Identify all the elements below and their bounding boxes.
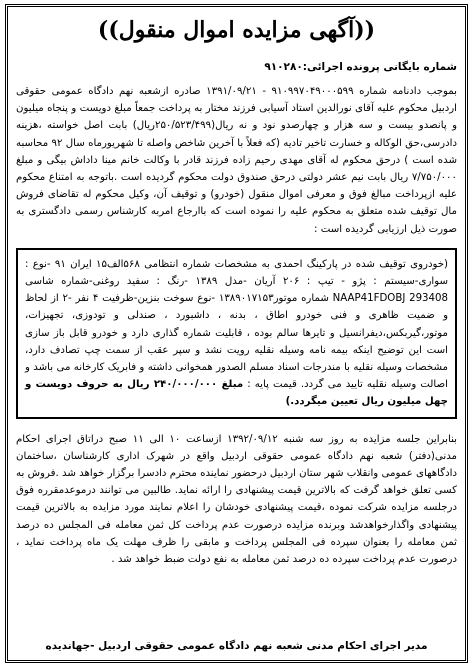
signature-line: مدیر اجرای احکام مدنی شعبه نهم دادگاه عمومی حقوقی اردبیل -جهاندیده <box>45 640 428 652</box>
case-number: شماره بایگانی پرونده اجرائی:۹۱۰۲۸۰ <box>264 61 457 73</box>
notice-title: ((آگهی مزایده اموال منقول)) <box>97 17 376 43</box>
base-price: مبلغ ۲۴۰/۰۰۰/۰۰۰ ریال به حروف دویست و چهل میلیون ریال تعیین میگردد.) <box>25 379 448 408</box>
paragraph-judgment: بموجب دادنامه شماره ۹۱۰۹۹۷۰۴۹۰۰۰۵۹۹ - ۱۳۹۱/۰۹/۲۱ صادره ازشعبه نهم دادگاه عمومی حقوقی اردبیل محکوم علیه آقای نورالدین استاد آسیابی فرزند مختار به پرداخت جمعاً مبلغ دویست و پنجاه میلیون و پانصدو بیست و سه هزار و چهارصدو نود و نه ریال(۲۵۰/۵۲۳/۴۹۹ریال) بابت اصل خواسته ،هزینه دادرسی،حق الوکاله و خسارت تاخیر تادیه (که فعلاً با آخرین شاخص واصله تا شهریورماه سال ۹۲ محاسبه شده است ) درحق محکوم له آقای مهدی رحیم زاده فرزند قادر با وکالت خانم مینا داداش بیگی و مبلغ ۷/۷۵۰/۰۰۰ ریال بابت نیم عشر دولتی درحق صندوق دولت محکوم گردیده است .باتوجه به امتناع محکوم علیه ازپرداخت مبالغ فوق و معرفی اموال منقول (خودرو) و توقیف آن، وکیل محکوم له تقاضای فروش مال توقیف شده متعلق به محکوم علیه را نموده است که باارجاع امربه کارشناس رسمی دادگستری به صورت ذیل ارزیابی گردیده است : <box>16 86 457 235</box>
vehicle-spec-text: (خودروی توقیف شده در پارکینگ احمدی به مشخصات شماره انتظامی ۵۶۸الف۱۵ ایران ۹۱ -نوع : سواری-سیستم : پژو - تیپ : ۲۰۶ آریان -مدل ۱۳۸۹ -رنگ : سفید روغنی-شماره شاسی NAAP41FDOBJ 293408 شماره موتور۱۳۸۹۰۱۷۱۵۳ -نوع سوخت بنزین-ظرفیت ۴ نفر -۲ از لحاظ و ضمیت ظاهری و فنی خودرو اطاق ، بدنه ، داشبورد ، صندلی و تودوزی، تجهیزات، موتور،گیربکس،دیفرانسیل و تایرها سالم بوده ، قابلیت شماره گذاری دارد و خودرو قابل باز سازی است این توضیح اینکه بیمه نامه وسیله نقلیه رویت نشد و سپر عقب از سمت چپ تصادف دارد، مشخصات وسیله نقلیه با مندرجات اسناد مسلم الصدور همخوانی داشته و فابریک کارخانه می باشد و اصالت وسیله نقلیه تایید می گردد. قیمت پایه : <box>25 258 449 391</box>
paragraph-auction-session: بنابراین جلسه مزایده به روز سه شنبه ۱۳۹۲/۰۹/۱۲ ازساعت ۱۰ الی ۱۱ صبح دراتاق اجرای احکام مدنی(دفتر) شعبه نهم دادگاه عمومی حقوقی اردبیل واقع در شهرک اداری کارشناسان ،ساختمان دادگاههای عمومی وانقلاب شهر ستان اردبیل درحضور نماینده محترم دادسرا برگزار خواهد شد .فروش به کسی تعلق خواهد گرفت که بالاترین قیمت پیشنهادی را ارائه نماید. طالبین می توانند درموعدمقرره فوق درجلسه مزایده شرکت نموده ،قیمت پیشنهادی خودشان را اعلام نمایند مورد مزایده به بالاترین قیمت پیشنهادی واگذارخواهدشد وبرنده مزایده درصورت عدم پرداخت کل ثمن معامله فی المجلس ده درصد ثمن معامله را بعنوان سپرده فی المجلس پرداخت و مابقی را ظرف مهلت یک ماه پرداخت نماید ، درصورت عدم پرداخت سپرده ده درصد ثمن معامله به نفع دولت ضبط خواهد شد . <box>16 433 458 566</box>
vehicle-spec-box <box>16 248 457 419</box>
notice-frame <box>5 4 468 663</box>
